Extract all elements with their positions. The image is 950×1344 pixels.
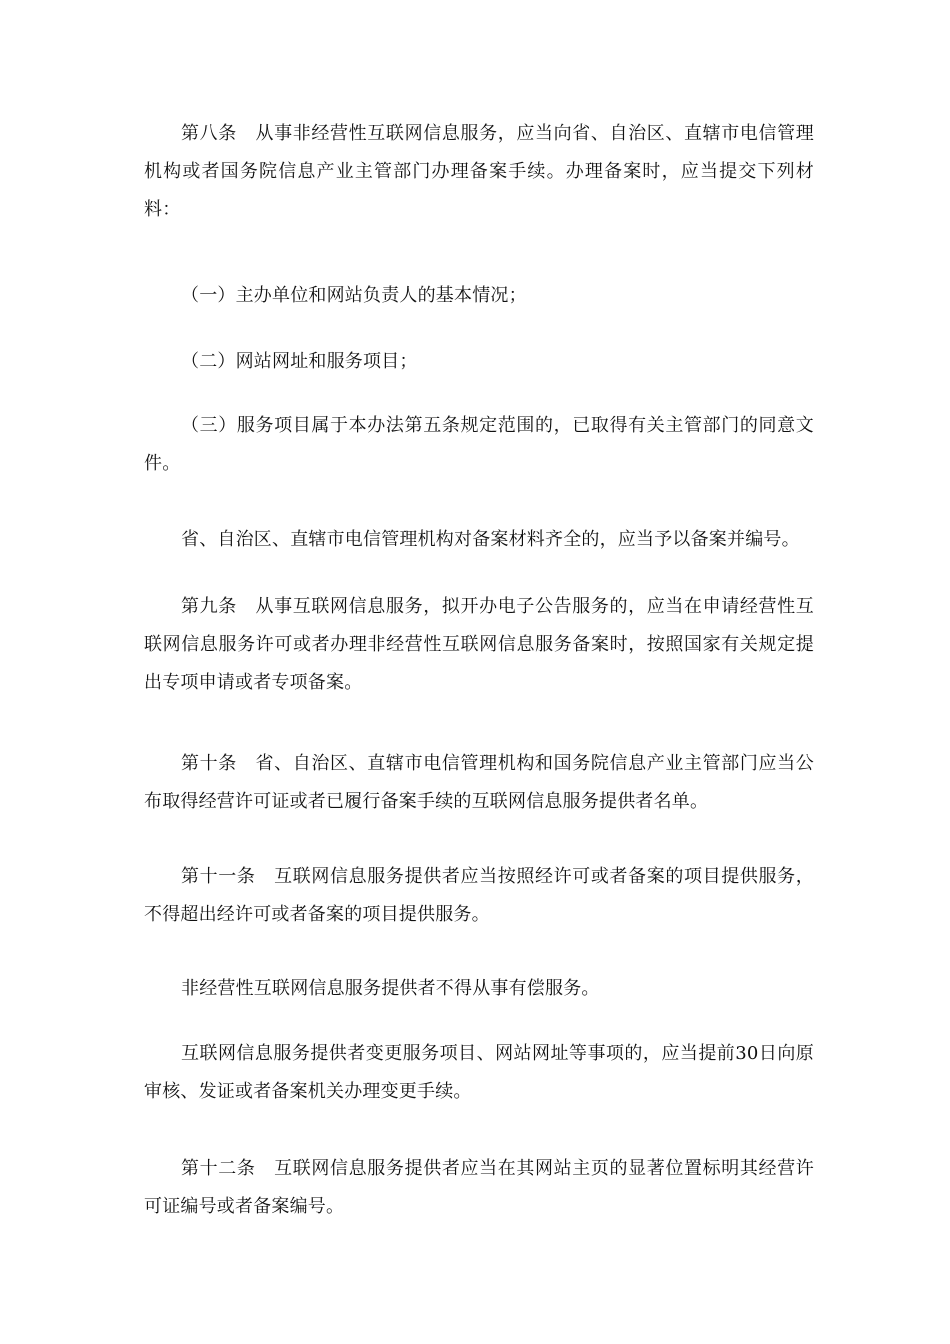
change-procedure-paragraph: 互联网信息服务提供者变更服务项目、网站网址等事项的，应当提前30日向原审核、发证或者备案机关办理变更手续。 [144, 1043, 814, 1102]
no-paid-service-paragraph: 非经营性互联网信息服务提供者不得从事有偿服务。 [181, 978, 600, 999]
item-2-paragraph: （二）网站网址和服务项目； [181, 351, 418, 372]
article-8-paragraph: 第八条 从事非经营性互联网信息服务，应当向省、自治区、直辖市电信管理机构或者国务院信息产业主管部门办理备案手续。办理备案时，应当提交下列材料： [144, 123, 814, 220]
article-11-paragraph: 第十一条 互联网信息服务提供者应当按照经许可或者备案的项目提供服务，不得超出经许可或者备案的项目提供服务。 [144, 866, 814, 925]
article-10-paragraph: 第十条 省、自治区、直辖市电信管理机构和国务院信息产业主管部门应当公布取得经营许可证或者已履行备案手续的互联网信息服务提供者名单。 [144, 753, 814, 812]
article-9-paragraph: 第九条 从事互联网信息服务，拟开办电子公告服务的，应当在申请经营性互联网信息服务许可或者办理非经营性互联网信息服务备案时，按照国家有关规定提出专项申请或者专项备案。 [144, 596, 814, 693]
filing-numbering-paragraph: 省、自治区、直辖市电信管理机构对备案材料齐全的，应当予以备案并编号。 [181, 529, 800, 550]
article-12-paragraph: 第十二条 互联网信息服务提供者应当在其网站主页的显著位置标明其经营许可证编号或者备案编号。 [144, 1158, 814, 1217]
item-3-paragraph: （三）服务项目属于本办法第五条规定范围的，已取得有关主管部门的同意文件。 [144, 415, 814, 474]
item-1-paragraph: （一）主办单位和网站负责人的基本情况； [181, 285, 527, 306]
